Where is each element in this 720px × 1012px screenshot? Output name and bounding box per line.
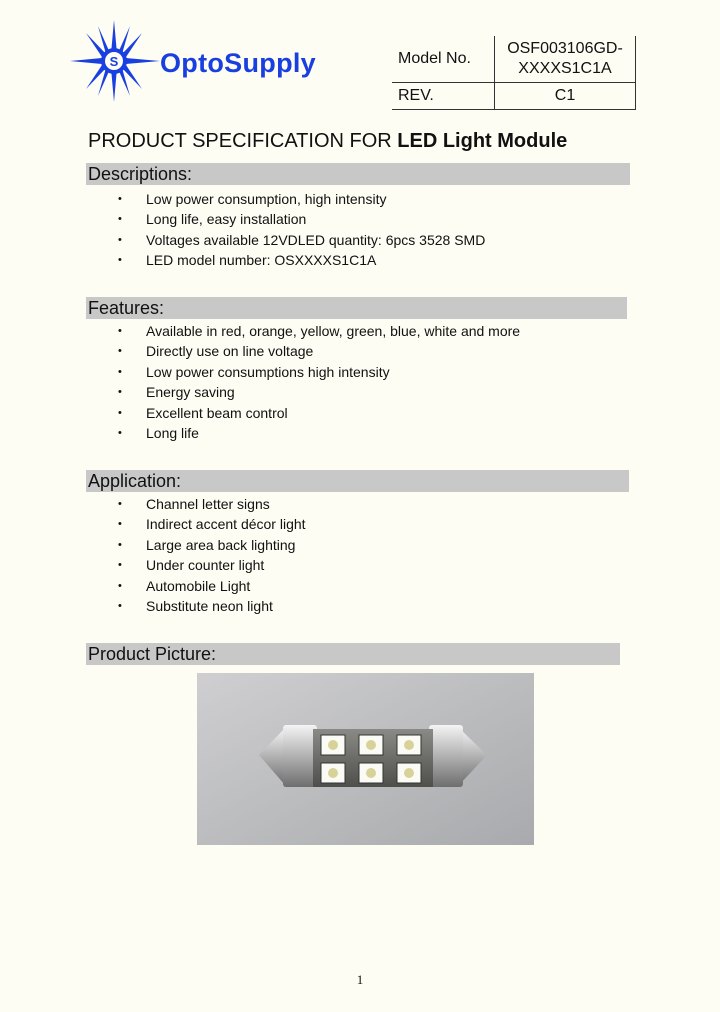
list-item: • Available in red, orange, yellow, green, blue, white and more (118, 321, 520, 341)
list-item: • LED model number: OSXXXXS1C1A (118, 250, 485, 270)
list-item: • Directly use on line voltage (118, 341, 520, 361)
list-item: • Long life, easy installation (118, 209, 485, 229)
rev-value: C1 (495, 83, 636, 110)
application-list (118, 494, 306, 616)
list-item: • Long life (118, 423, 520, 443)
page-title (88, 130, 567, 153)
descriptions-heading: Descriptions: (86, 163, 630, 185)
model-info-table (392, 36, 636, 110)
title-bold: LED Light Module (397, 130, 568, 152)
list-item: • Low power consumption, high intensity (118, 189, 485, 209)
model-label: Model No. (392, 36, 495, 83)
list-item: • Low power consumptions high intensity (118, 362, 520, 382)
list-item: • Channel letter signs (118, 494, 306, 514)
list-item: • Voltages available 12VDLED quantity: 6pcs 3528 SMD (118, 230, 485, 250)
rev-label: REV. (392, 83, 495, 110)
model-value-line2: XXXXS1C1A (518, 60, 612, 77)
descriptions-list (118, 189, 485, 271)
list-item: • Automobile Light (118, 576, 306, 596)
features-list (118, 321, 520, 443)
product-photo (197, 673, 534, 845)
svg-text:S: S (109, 54, 119, 69)
list-item: • Substitute neon light (118, 596, 306, 616)
list-item: • Under counter light (118, 555, 306, 575)
list-item: • Large area back lighting (118, 535, 306, 555)
brand-name: OptoSupply (160, 48, 316, 78)
model-value-line1: OSF003106GD- (507, 40, 623, 57)
title-prefix: PRODUCT SPECIFICATION FOR (88, 130, 398, 152)
page-number: 1 (356, 972, 364, 987)
product-picture-heading: Product Picture: (86, 643, 620, 665)
application-heading: Application: (86, 470, 629, 492)
features-heading: Features: (86, 297, 627, 319)
list-item: • Energy saving (118, 382, 520, 402)
list-item: • Excellent beam control (118, 403, 520, 423)
list-item: • Indirect accent décor light (118, 514, 306, 534)
model-value (495, 36, 636, 83)
